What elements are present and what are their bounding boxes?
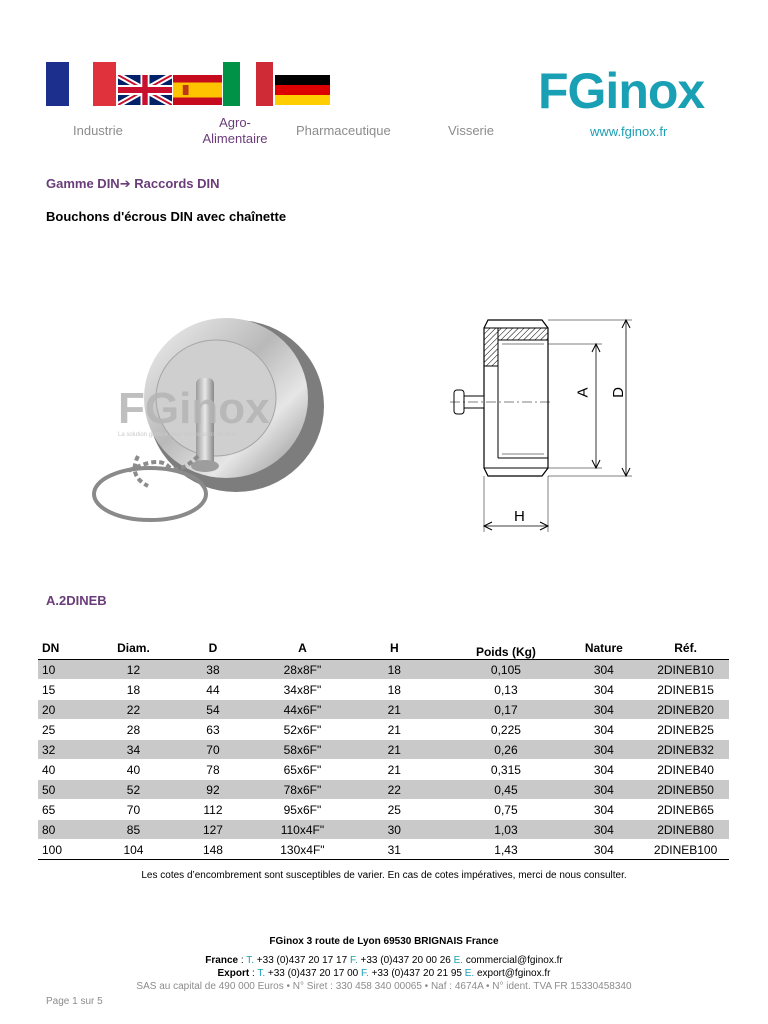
france-label: France	[205, 955, 239, 966]
table-cell-dn: 50	[38, 780, 104, 800]
table-header-row	[38, 637, 729, 660]
photo-watermark-tagline: La solution globale pour vos besoins en inox	[118, 432, 237, 438]
table-cell-a: 130x4F"	[280, 842, 325, 857]
table-cell-diam: 34	[104, 740, 164, 760]
france-t-label: T.	[246, 955, 255, 966]
dimension-label-h: H	[514, 508, 525, 525]
table-cell-dn: 100	[42, 842, 63, 857]
breadcrumb-gamme[interactable]: Gamme DIN	[46, 176, 120, 191]
table-row	[38, 840, 729, 860]
table-cell-nature: 304	[566, 740, 643, 760]
table-cell-poids: 0,225	[490, 722, 521, 737]
table-cell-diam: 104	[123, 842, 144, 857]
table-cell-nature: 304	[593, 682, 614, 697]
nav-visserie[interactable]: Visserie	[448, 123, 495, 138]
export-t-label: T.	[257, 968, 266, 979]
table-row	[38, 680, 729, 700]
col-nature: Nature	[584, 641, 623, 655]
table-cell-d: 38	[163, 660, 262, 680]
table-cell-d: 112	[203, 802, 223, 817]
table-cell-nature: 304	[566, 780, 643, 800]
table-cell-h: 30	[342, 820, 446, 840]
table-cell-nature: 304	[593, 842, 614, 857]
nav-industrie[interactable]: Industrie	[73, 123, 123, 138]
table-cell-ref: 2DINEB50	[642, 780, 729, 800]
table-cell-a: 44x6F"	[263, 700, 343, 720]
table-cell-d: 54	[163, 700, 262, 720]
table-cell-dn: 65	[42, 802, 56, 817]
col-h: H	[389, 641, 399, 655]
col-d: D	[208, 641, 218, 655]
table-cell-d: 63	[206, 722, 220, 737]
export-separator: :	[249, 968, 258, 979]
product-title: Bouchons d'écrous DIN avec chaînette	[46, 209, 287, 224]
france-fax: +33 (0)437 20 00 26	[357, 955, 454, 966]
disclaimer-note: Les cotes d’encombrement sont susceptibles de varier. En cas de cotes impératives, merci de nous consulter.	[141, 870, 627, 881]
table-cell-poids: 1,03	[446, 820, 565, 840]
table-cell-d: 92	[163, 780, 262, 800]
table-cell-ref: 2DINEB65	[657, 802, 714, 817]
technical-drawing	[440, 310, 640, 535]
table-cell-dn: 15	[42, 682, 56, 697]
breadcrumb-raccords[interactable]: Raccords DIN	[134, 176, 220, 191]
table-cell-d: 44	[206, 682, 220, 697]
nav-pharmaceutique[interactable]: Pharmaceutique	[296, 123, 391, 138]
table-cell-nature: 304	[593, 722, 614, 737]
france-e-label: E.	[453, 955, 464, 966]
export-fax: +33 (0)437 20 21 95	[368, 968, 465, 979]
table-cell-nature: 304	[566, 700, 643, 720]
table-cell-poids: 0,26	[446, 740, 565, 760]
table-cell-h: 21	[387, 722, 401, 737]
france-email[interactable]: commercial@fginox.fr	[463, 955, 563, 966]
table-cell-diam: 40	[126, 762, 141, 777]
table-cell-a: 95x6F"	[283, 802, 322, 817]
breadcrumb	[46, 176, 219, 192]
fginox-logo[interactable]: FGinox	[538, 63, 705, 119]
it-flag[interactable]	[223, 62, 273, 106]
export-f-label: F.	[361, 968, 369, 979]
page-number: Page 1 sur 5	[46, 996, 103, 1007]
table-cell-ref: 2DINEB80	[642, 820, 729, 840]
nav-agro-line2: Alimentaire	[202, 131, 268, 146]
es-flag[interactable]	[173, 75, 222, 105]
dimension-label-a: A	[574, 387, 592, 398]
table-cell-h: 31	[387, 842, 401, 857]
nav-agro-alimentaire[interactable]	[180, 115, 290, 147]
table-cell-d: 148	[202, 842, 223, 857]
france-phone[interactable]: +33 (0)437 20 17 17	[254, 955, 350, 966]
table-cell-h: 21	[342, 700, 446, 720]
address-text: FGinox 3 route de Lyon 69530 BRIGNAIS France	[269, 936, 499, 947]
table-cell-diam: 18	[126, 682, 141, 697]
table-row	[38, 760, 729, 780]
table-cell-dn: 10	[38, 660, 104, 680]
table-cell-a: 58x6F"	[263, 740, 343, 760]
fr-flag[interactable]	[46, 62, 116, 106]
table-cell-diam: 85	[104, 820, 164, 840]
table-cell-ref: 2DINEB100	[653, 842, 718, 857]
col-poids: Poids (Kg)	[475, 645, 536, 659]
table-cell-diam: 28	[126, 722, 141, 737]
dimension-label-d: D	[609, 387, 627, 398]
footer-address	[0, 936, 768, 947]
table-cell-poids: 0,75	[494, 802, 518, 817]
col-diam: Diam.	[117, 641, 150, 655]
table-cell-h: 18	[387, 682, 401, 697]
table-row	[38, 780, 729, 800]
table-cell-ref: 2DINEB32	[642, 740, 729, 760]
table-cell-ref: 2DINEB25	[657, 722, 714, 737]
table-cell-d: 127	[163, 820, 262, 840]
table-cell-ref: 2DINEB40	[657, 762, 714, 777]
table-row	[38, 820, 729, 840]
table-cell-diam: 12	[104, 660, 164, 680]
table-cell-dn: 25	[42, 722, 56, 737]
footer-export-contacts	[0, 968, 768, 979]
table-cell-dn: 32	[38, 740, 104, 760]
nav-agro-line1: Agro-	[219, 115, 251, 130]
table-cell-a: 78x6F"	[263, 780, 343, 800]
table-cell-a: 52x6F"	[283, 722, 322, 737]
arrow-right-icon: ➔	[119, 176, 131, 191]
table-cell-poids: 0,105	[446, 660, 565, 680]
table-cell-nature: 304	[593, 802, 614, 817]
photo-watermark: FGinox	[118, 384, 270, 433]
export-e-label: E.	[464, 968, 475, 979]
table-row	[38, 660, 729, 680]
table-cell-d: 70	[163, 740, 262, 760]
col-dn: DN	[42, 641, 60, 655]
france-separator: :	[238, 955, 247, 966]
footer-legal: SAS au capital de 490 000 Euros • N° Siret : 330 458 340 00065 • Naf : 4674A • N° ident. TVA FR 15330458340	[136, 981, 632, 992]
de-flag[interactable]	[275, 75, 330, 105]
table-cell-diam: 22	[104, 700, 164, 720]
table-row	[38, 740, 729, 760]
col-ref: Réf.	[674, 641, 697, 655]
table-cell-h: 21	[387, 762, 401, 777]
export-label: Export	[217, 968, 250, 979]
table-cell-h: 25	[387, 802, 401, 817]
spec-table	[38, 637, 729, 860]
col-a: A	[298, 641, 307, 655]
table-cell-h: 18	[342, 660, 446, 680]
export-phone[interactable]: +33 (0)437 20 17 00	[265, 968, 362, 979]
table-cell-dn: 20	[38, 700, 104, 720]
table-cell-a: 28x8F"	[263, 660, 343, 680]
table-cell-nature: 304	[566, 660, 643, 680]
table-cell-diam: 70	[126, 802, 141, 817]
website-link[interactable]: www.fginox.fr	[590, 124, 668, 139]
table-cell-diam: 52	[104, 780, 164, 800]
table-cell-h: 21	[342, 740, 446, 760]
table-row	[38, 800, 729, 820]
table-cell-a: 110x4F"	[263, 820, 343, 840]
table-cell-poids: 0,13	[494, 682, 518, 697]
table-cell-poids: 0,45	[446, 780, 565, 800]
export-email[interactable]: export@fginox.fr	[474, 968, 551, 979]
table-cell-ref: 2DINEB15	[657, 682, 714, 697]
table-cell-d: 78	[206, 762, 220, 777]
france-f-label: F.	[349, 955, 358, 966]
table-cell-dn: 40	[42, 762, 56, 777]
table-cell-nature: 304	[566, 820, 643, 840]
uk-flag[interactable]	[118, 75, 172, 105]
product-reference: A.2DINEB	[46, 593, 107, 608]
table-cell-poids: 0,17	[446, 700, 565, 720]
table-cell-ref: 2DINEB20	[642, 700, 729, 720]
table-cell-ref: 2DINEB10	[642, 660, 729, 680]
table-cell-dn: 80	[38, 820, 104, 840]
table-cell-a: 65x6F"	[283, 762, 322, 777]
table-cell-poids: 1,43	[494, 842, 518, 857]
table-cell-h: 22	[342, 780, 446, 800]
table-row	[38, 720, 729, 740]
table-row	[38, 700, 729, 720]
table-cell-a: 34x8F"	[283, 682, 322, 697]
table-cell-poids: 0,315	[490, 762, 521, 777]
table-cell-nature: 304	[593, 762, 614, 777]
footer-france-contacts	[0, 955, 768, 966]
